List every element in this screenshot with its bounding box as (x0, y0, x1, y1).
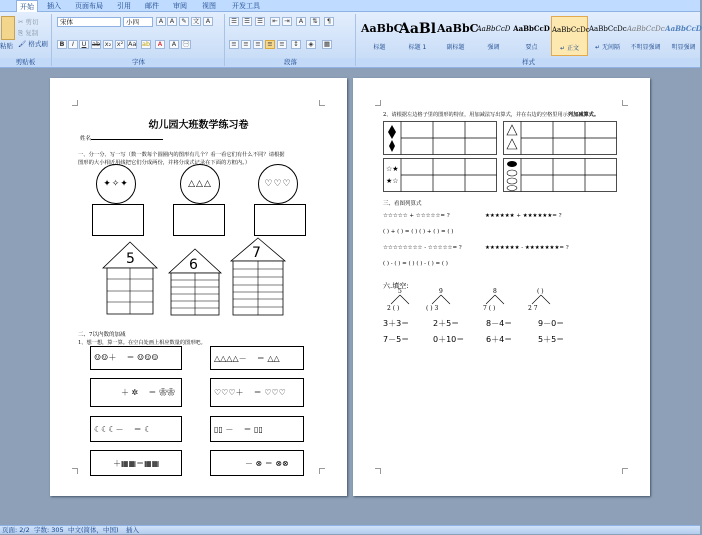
paste-button[interactable]: 粘贴 (0, 42, 13, 50)
margin-mark (622, 100, 628, 106)
split-bottom: 7 ( ) (483, 305, 496, 312)
word-count[interactable]: 字数: 305 (34, 526, 64, 534)
align-center-icon[interactable]: ≡ (241, 40, 251, 49)
italic-icon[interactable]: I (68, 40, 78, 49)
equation: 5＋5＝ (538, 335, 565, 344)
tab-view[interactable]: 视图 (202, 2, 216, 10)
margin-mark (72, 468, 78, 474)
name-label: 姓名 (80, 134, 163, 142)
tab-page-layout[interactable]: 页面布局 (75, 2, 103, 10)
answer-box[interactable] (173, 204, 225, 236)
section1-text: 一、分一分、写一写（数一数每个圆圈内的图形有几个？看一看它们有什么不同？请根据 (78, 152, 285, 158)
shape-circle: ✦✧✦ (96, 164, 136, 204)
margin-mark (375, 100, 381, 106)
exercise-box: △△△△－ ＝ △△ (210, 346, 304, 370)
styles-label: 样式 (357, 58, 700, 66)
align-left-icon[interactable]: ≡ (229, 40, 239, 49)
shrink-font-icon[interactable]: A (167, 17, 177, 26)
subscript-icon[interactable]: x₂ (104, 40, 112, 48)
margin-mark (319, 100, 325, 106)
numbering-icon[interactable]: ☰ (242, 17, 252, 26)
tab-references[interactable]: 引用 (117, 2, 131, 10)
split-top: 9 (439, 288, 443, 295)
strikethrough-icon[interactable]: ab (92, 40, 101, 48)
distributed-icon[interactable]: ≡ (277, 40, 287, 49)
char-border-icon[interactable]: A (203, 17, 213, 26)
bold-icon[interactable]: B (57, 40, 67, 49)
insert-mode[interactable]: 插入 (126, 526, 139, 534)
format-painter-button[interactable]: 🖌 格式刷 (18, 40, 48, 48)
clipboard-label: 剪贴板 (0, 58, 51, 66)
answer-box[interactable] (92, 204, 144, 236)
equation: 7－5＝ (383, 335, 410, 344)
blank-equation: ( ) + ( ) = ( ) ( ) + ( ) = ( ) (383, 229, 454, 235)
split-lines (383, 294, 563, 306)
split-top: ( ) (537, 288, 544, 295)
equation: 8－4＝ (486, 319, 513, 328)
house-number: 7 (252, 245, 261, 261)
document-area (0, 69, 700, 525)
clear-format-icon[interactable]: ✎ (179, 17, 189, 26)
change-case-icon[interactable]: Aa (128, 40, 137, 48)
language-indicator[interactable]: 中文(简体，中国) (68, 526, 119, 534)
equation: 3＋3＝ (383, 319, 410, 328)
split-top: 8 (493, 288, 497, 295)
stars-equation: ★★★★★★★ - ★★★★★★★= ? (485, 245, 569, 251)
align-right-icon[interactable]: ≡ (253, 40, 263, 49)
style-no-spacing[interactable]: AaBbCcDc ↵ 无间隔 (589, 25, 627, 51)
font-color-icon[interactable]: A (155, 40, 165, 49)
paste-icon[interactable] (1, 16, 15, 40)
page-2[interactable] (353, 78, 650, 496)
superscript-icon[interactable]: x² (116, 40, 124, 48)
style-heading1[interactable]: AaBl 标题 1 (399, 21, 437, 51)
worksheet-title: 幼儿园大班数学练习卷 (148, 120, 249, 131)
tab-review[interactable]: 审阅 (173, 2, 187, 10)
tab-home[interactable]: 开始 (16, 0, 38, 13)
answer-box[interactable] (254, 204, 306, 236)
chinese-layout-icon[interactable]: A (296, 17, 306, 26)
equation: 2＋5＝ (433, 319, 460, 328)
justify-icon[interactable]: ≡ (265, 40, 275, 49)
style-title[interactable]: AaBbC 标题 (361, 22, 403, 51)
margin-mark (375, 468, 381, 474)
tab-developer[interactable]: 开发工具 (232, 2, 260, 10)
exercise-box: ＋▦▦＝▦▦ (90, 450, 182, 476)
equation: 6＋4＝ (486, 335, 513, 344)
font-size-combo[interactable]: 小四 (123, 17, 153, 27)
exercise-box: ☾☾☾－ ＝ ☾ (90, 416, 182, 442)
style-normal[interactable]: AaBbCcDc ↵ 正文 (551, 16, 588, 56)
exercise-box: ♡♡♡＋ ＝ ♡♡♡ (210, 378, 304, 407)
char-shading-icon[interactable]: A (169, 40, 179, 49)
margin-mark (319, 468, 325, 474)
cut-button[interactable]: ✂ 剪切 (18, 18, 39, 26)
exercise-box: ▯▯ － ＝ ▯▯ (210, 416, 304, 442)
paragraph-label: 段落 (226, 58, 355, 66)
phonetic-icon[interactable]: 文 (192, 17, 200, 25)
split-bottom: 2 7 (528, 305, 538, 312)
stars-equation: ☆☆☆☆☆☆☆☆ - ☆☆☆☆☆= ? (383, 245, 462, 251)
margin-mark (622, 468, 628, 474)
clipboard-group (0, 14, 52, 66)
split-top: 5 (398, 288, 402, 295)
bullets-icon[interactable]: ☰ (229, 17, 239, 26)
section2-heading: 二、7以内数的加减 (78, 332, 126, 338)
font-label: 字体 (53, 58, 224, 66)
line-spacing-icon[interactable]: ↕ (291, 40, 301, 49)
split-bottom: ( ) 3 (426, 305, 439, 312)
copy-button[interactable]: ⎘ 复制 (18, 29, 39, 37)
increase-indent-icon[interactable]: ⇥ (282, 17, 292, 26)
blank-equation: ( ) - ( ) = ( ) ( ) - ( ) = ( ) (383, 261, 448, 267)
style-strong[interactable]: AaBbCcD 要点 (513, 24, 550, 51)
shape-circle: △△△ (180, 164, 220, 204)
section1-text-2: 图形的大小相近用线把它们分成两份，并将分成式记录在下面的方框内。） (78, 160, 251, 166)
house-number: 5 (126, 251, 135, 267)
ribbon (0, 12, 700, 68)
section2-instruction: 1、想一想，算一算。在空白处画上相应数量的图形吧。 (78, 340, 206, 346)
status-bar (0, 525, 700, 534)
show-marks-icon[interactable]: ¶ (324, 17, 334, 26)
margin-mark (72, 100, 78, 106)
exercise-box: － ⊗ ＝ ⊗⊗ (210, 450, 304, 476)
equation: 0＋10＝ (433, 335, 465, 344)
styles-group (357, 14, 700, 66)
tab-mailings[interactable]: 邮件 (145, 2, 159, 10)
style-subtitle[interactable]: AaBbC 副标题 (437, 22, 479, 51)
font-name-combo[interactable]: 宋体 (57, 17, 121, 27)
paragraph-group (226, 14, 356, 66)
style-emphasis[interactable]: AaBbCcD 强调 (476, 25, 511, 51)
svg-text:☆★: ☆★ (386, 165, 399, 173)
highlight-icon[interactable]: ab (142, 40, 151, 48)
underline-icon[interactable]: U (79, 40, 89, 49)
multilevel-icon[interactable]: ☰ (255, 17, 265, 26)
exercise-box: ＋ ✲ ＝ ❀❀ (90, 378, 182, 407)
ribbon-tabs (0, 0, 700, 12)
split-bottom: 2 ( ) (387, 305, 400, 312)
equation: 9－0＝ (538, 319, 565, 328)
svg-text:★☆: ★☆ (386, 177, 399, 185)
sort-icon[interactable]: ⇅ (310, 17, 320, 26)
borders-icon[interactable]: ▦ (323, 40, 331, 48)
tab-insert[interactable]: 插入 (47, 2, 61, 10)
shape-grids (383, 121, 623, 193)
exercise-box: ☺☺＋ ＝ ☺☺☺ (90, 346, 182, 370)
page-1[interactable] (50, 78, 347, 496)
shape-circle: ♡♡♡ (258, 164, 298, 204)
house-number: 6 (189, 257, 198, 273)
decrease-indent-icon[interactable]: ⇤ (270, 17, 280, 26)
stars-equation: ★★★★★★ + ★★★★★★= ? (485, 213, 562, 219)
grow-font-icon[interactable]: A (156, 17, 166, 26)
shading-icon[interactable]: ◈ (306, 40, 316, 49)
q3-heading: 三、看图列算式 (383, 201, 422, 207)
style-subtle-emphasis[interactable]: AaBbCcDc 不明显强调 (627, 25, 665, 51)
style-intense-emphasis[interactable]: AaBbCcD 明显强调 (665, 24, 702, 51)
font-group (53, 14, 225, 66)
page-count[interactable]: 页面: 2/2 (2, 526, 30, 534)
q6-heading: 六.填空: (383, 282, 409, 290)
q2-text: 2、请根据左边格子里的图形的特征，用加减法写出算式，并在右边的空格里用示列加减算式。 (383, 112, 600, 118)
enclose-char-icon[interactable]: ㊀ (182, 40, 190, 48)
stars-equation: ☆☆☆☆☆ + ☆☆☆☆☆= ? (383, 213, 450, 219)
